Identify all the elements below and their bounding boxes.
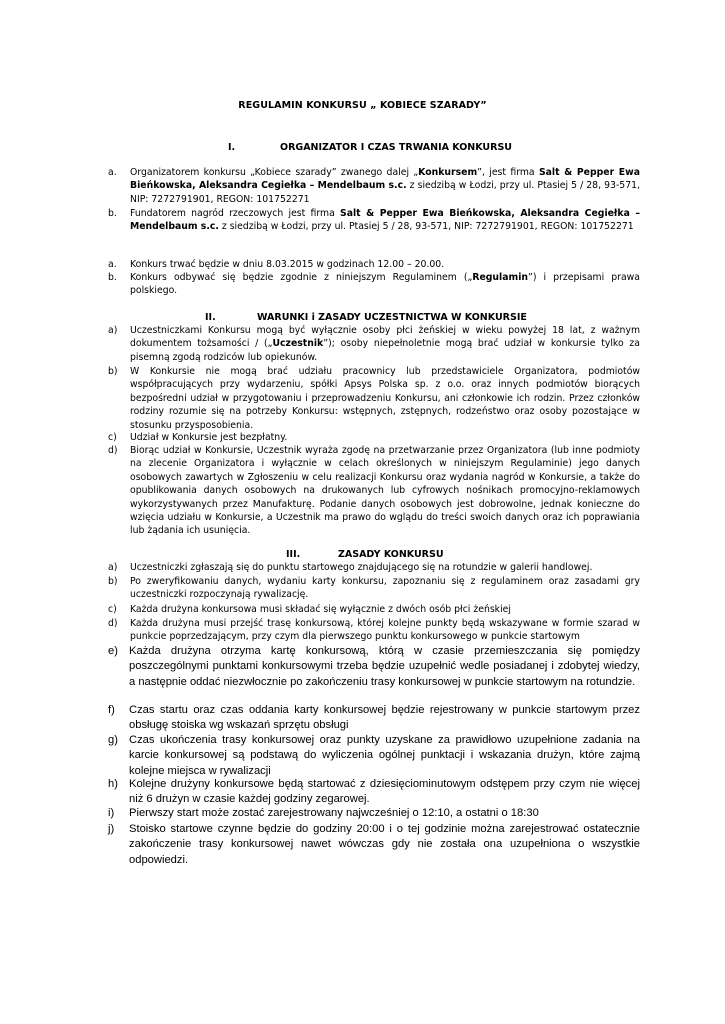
section-2-heading (205, 312, 527, 323)
list-item (108, 166, 640, 206)
list-item (108, 575, 640, 602)
item-label: e) (108, 645, 118, 657)
item-text: Czas startu oraz czas oddania karty konkursowej będzie rejestrowany w punkcie startowym przez obsługę stoiska wg wskazań sprzętu obsługi (129, 704, 640, 732)
item-text: Udział w Konkursie jest bezpłatny. (130, 432, 288, 443)
list-item (108, 207, 640, 234)
list-item (108, 617, 640, 644)
item-label: b. (108, 272, 117, 283)
item-text: W Konkursie nie mogą brać udziału pracownicy lub przedstawiciele Organizatora, podmiotów współpracujących przy wydarzeniu, spółki Apsys Polska sp. z o.o. oraz innych podmiotów biorących bezpośredni udział w przygotowaniu i przeprowadzeniu Konkursu, ani członkowie ich rodzin. Przez członków rodziny rozumie się na potrzeby Konkursu: wstępnych, zstępnych, rodzeństwo oraz osoby pozostające w stosunku przysposobienia. (130, 366, 640, 431)
list-item (108, 324, 640, 364)
item-label: a. (108, 259, 117, 270)
item-text: Czas ukończenia trasy konkursowej oraz punkty uzyskane za prawidłowo uzupełnione zadania na karcie konkursowej są podstawą do wyliczenia ogólnej punktacji i wskazania drużyn, które zajmą kolejne miejsca w rywalizacji (129, 734, 640, 777)
item-label: b. (108, 208, 117, 219)
document-title: REGULAMIN KONKURSU „ KOBIECE SZARADY” (238, 100, 487, 111)
section-title: ORGANIZATOR I CZAS TRWANIA KONKURSU (280, 142, 512, 153)
item-label: d) (108, 618, 118, 629)
section-title: WARUNKI i ZASADY UCZESTNICTWA W KONKURSIE (257, 312, 527, 323)
list-item (108, 777, 640, 808)
item-text: Każda drużyna otrzyma kartę konkursową, którą w czasie przemieszczania się pomiędzy poszczególnymi punktami konkursowymi trzeba będzie uzupełnić wedle posiadanej i zdobytej wiedzy, a następnie oddać niezwłocznie po zakończeniu trasy konkursowej w punkcie startowym na rotundzie. (129, 645, 640, 688)
list-item (108, 444, 640, 538)
section-number: II. (205, 312, 216, 323)
item-label: c) (108, 604, 117, 615)
item-text: Biorąc udział w Konkursie, Uczestnik wyraża zgodę na przetwarzanie przez Organizatora (lub inne podmioty na zlecenie Organizatora i wyłącznie w celach określonych w niniejszym Regulaminie) jego danych osobowych zawartych w Zgłoszeniu w celu realizacji Konkursu oraz wydania nagród w Konkursie, a także do opublikowania danych osobowych na drukowanych lub cyfrowych nośnikach promocyjno-reklamowych wykorzystywanych przez Manufakturę. Podanie danych osobowych jest dobrowolne, jednak konieczne do wzięcia udziału w Konkursie, a Uczestnik ma prawo do wglądu do treści swoich danych oraz ich poprawiania lub żądania ich usunięcia. (130, 445, 640, 537)
item-label: c) (108, 432, 117, 443)
item-label: b) (108, 576, 118, 587)
item-label: d) (108, 445, 118, 456)
item-text: Pierwszy start może zostać zarejestrowany najwcześniej o 12:10, a ostatni o 18:30 (129, 807, 539, 819)
item-text: Konkurs odbywać się będzie zgodnie z niniejszym Regulaminem („Regulamin”) i przepisami prawa polskiego. (130, 272, 640, 297)
list-item (108, 822, 640, 868)
item-text: Kolejne drużyny konkursowe będą startować z dziesięciominutowym odstępem przy czym nie więcej niż 6 drużyn w czasie każdej godziny zegarowej. (129, 778, 640, 806)
item-text: Stoisko startowe czynne będzie do godziny 20:00 i o tej godzinie można zarejestrować ostatecznie zakończenie trasy konkursowej nawet wówczas gdy nie została ona uzupełniona o wszystkie odpowiedzi. (129, 823, 640, 866)
item-label: a) (108, 325, 118, 336)
section-1-heading (228, 142, 512, 153)
item-label: j) (108, 823, 115, 835)
item-text: Każda drużyna konkursowa musi składać się wyłącznie z dwóch osób płci żeńskiej (130, 604, 511, 615)
list-item (108, 806, 640, 821)
list-item (108, 703, 640, 734)
item-text: Po zweryfikowaniu danych, wydaniu karty konkursu, zapoznaniu się z regulaminem oraz zasadami gry uczestniczki rozpoczynają rywalizację. (130, 576, 640, 601)
item-label: a. (108, 167, 117, 178)
item-text: Organizatorem konkursu „Kobiece szarady” zwanego dalej „Konkursem”, jest firma Salt & Pepper Ewa Bieńkowska, Aleksandra Cegiełka – Mendelbaum s.c. z siedzibą w Łodzi, przy ul. Ptasiej 5 / 28, 93-571, NIP: 7272791901, REGON: 101752271 (130, 167, 641, 205)
list-item (108, 271, 640, 298)
item-text: Konkurs trwać będzie w dniu 8.03.2015 w godzinach 12.00 – 20.00. (130, 259, 445, 270)
section-number: I. (228, 142, 236, 153)
item-text: Uczestniczkami Konkursu mogą być wyłącznie osoby płci żeńskiej w wieku powyżej 18 lat, z ważnym dokumentem tożsamości / („Uczestnik”); osoby niepełnoletnie mogą brać udział w konkursie tylko za pisemną zgodą rodziców lub opiekunów. (130, 325, 640, 363)
list-item (108, 561, 640, 574)
item-label: b) (108, 366, 118, 377)
item-text: Uczestniczki zgłaszają się do punktu startowego znajdującego się na rotundzie w galerii handlowej. (130, 562, 593, 573)
item-label: g) (108, 734, 118, 746)
item-label: i) (108, 807, 115, 819)
list-item (108, 603, 640, 616)
list-item (108, 365, 640, 432)
item-text: Każda drużyna musi przejść trasę konkursową, której kolejne punkty będą wskazywane w formie szarad w punkcie poprzedzającym, przy czym dla pierwszego punktu konkursowego w punkcie startowym (130, 618, 640, 643)
list-item (108, 644, 640, 690)
list-item (108, 733, 640, 779)
item-label: h) (108, 778, 118, 790)
section-3-heading (286, 549, 444, 560)
list-item (108, 431, 640, 444)
item-text: Fundatorem nagród rzeczowych jest firma Salt & Pepper Ewa Bieńkowska, Aleksandra Cegiełka – Mendelbaum s.c. z siedzibą w Łodzi, przy ul. Ptasiej 5 / 28, 93-571, NIP: 7272791901, REGON: 101752271 (130, 208, 640, 233)
section-number: III. (286, 549, 301, 560)
list-item (108, 258, 640, 271)
item-label: f) (108, 704, 115, 716)
section-title: ZASADY KONKURSU (338, 549, 444, 560)
item-label: a) (108, 562, 118, 573)
